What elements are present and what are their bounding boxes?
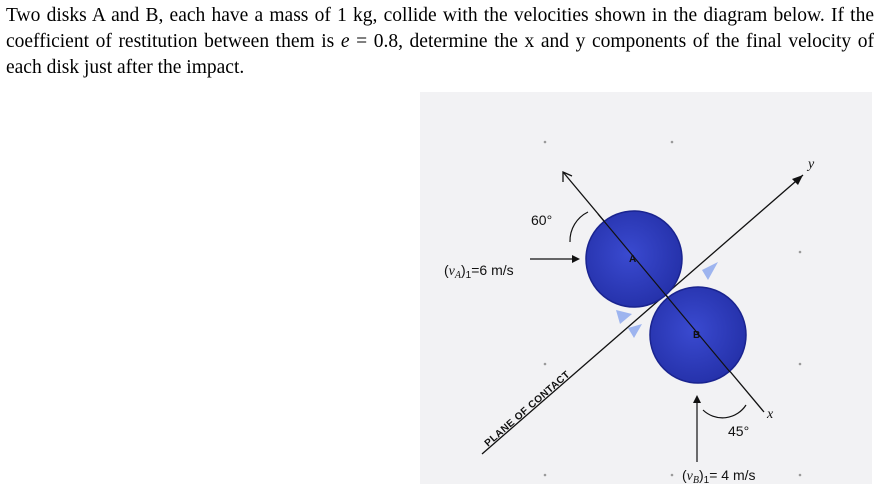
angle-a-label: 60° [531,212,553,228]
angle-b-label: 45° [728,423,750,439]
collision-diagram-svg [420,92,872,484]
va-arrowhead [572,255,580,263]
collision-diagram [420,92,872,484]
problem-text-part2: = 0.8, determine the x and y components of the final velocity of each disk just after the impact. [6,31,875,78]
restitution-symbol: e [340,31,350,52]
angle-a-arc [570,212,588,242]
disk-a-label: A [629,254,637,265]
vb-label: $(v_B)_1= 4$ m/s [682,467,756,484]
vb-arrowhead [693,395,701,403]
y-axis-label: y [808,157,815,172]
x-axis-label: x [767,407,774,422]
problem-text-part1: Two disks A and B, each have a mass of 1 kg, collide with the velocities shown in the diagram below. If the coefficient of restitution between them is [6,5,874,52]
problem-statement [6,3,874,81]
angle-b-arc [703,405,746,418]
va-label: $(v_A)_1=6$ m/s [444,262,514,281]
plane-of-contact-label: PLANE OF CONTACT [482,369,573,450]
disk-b-label: B [693,330,701,341]
